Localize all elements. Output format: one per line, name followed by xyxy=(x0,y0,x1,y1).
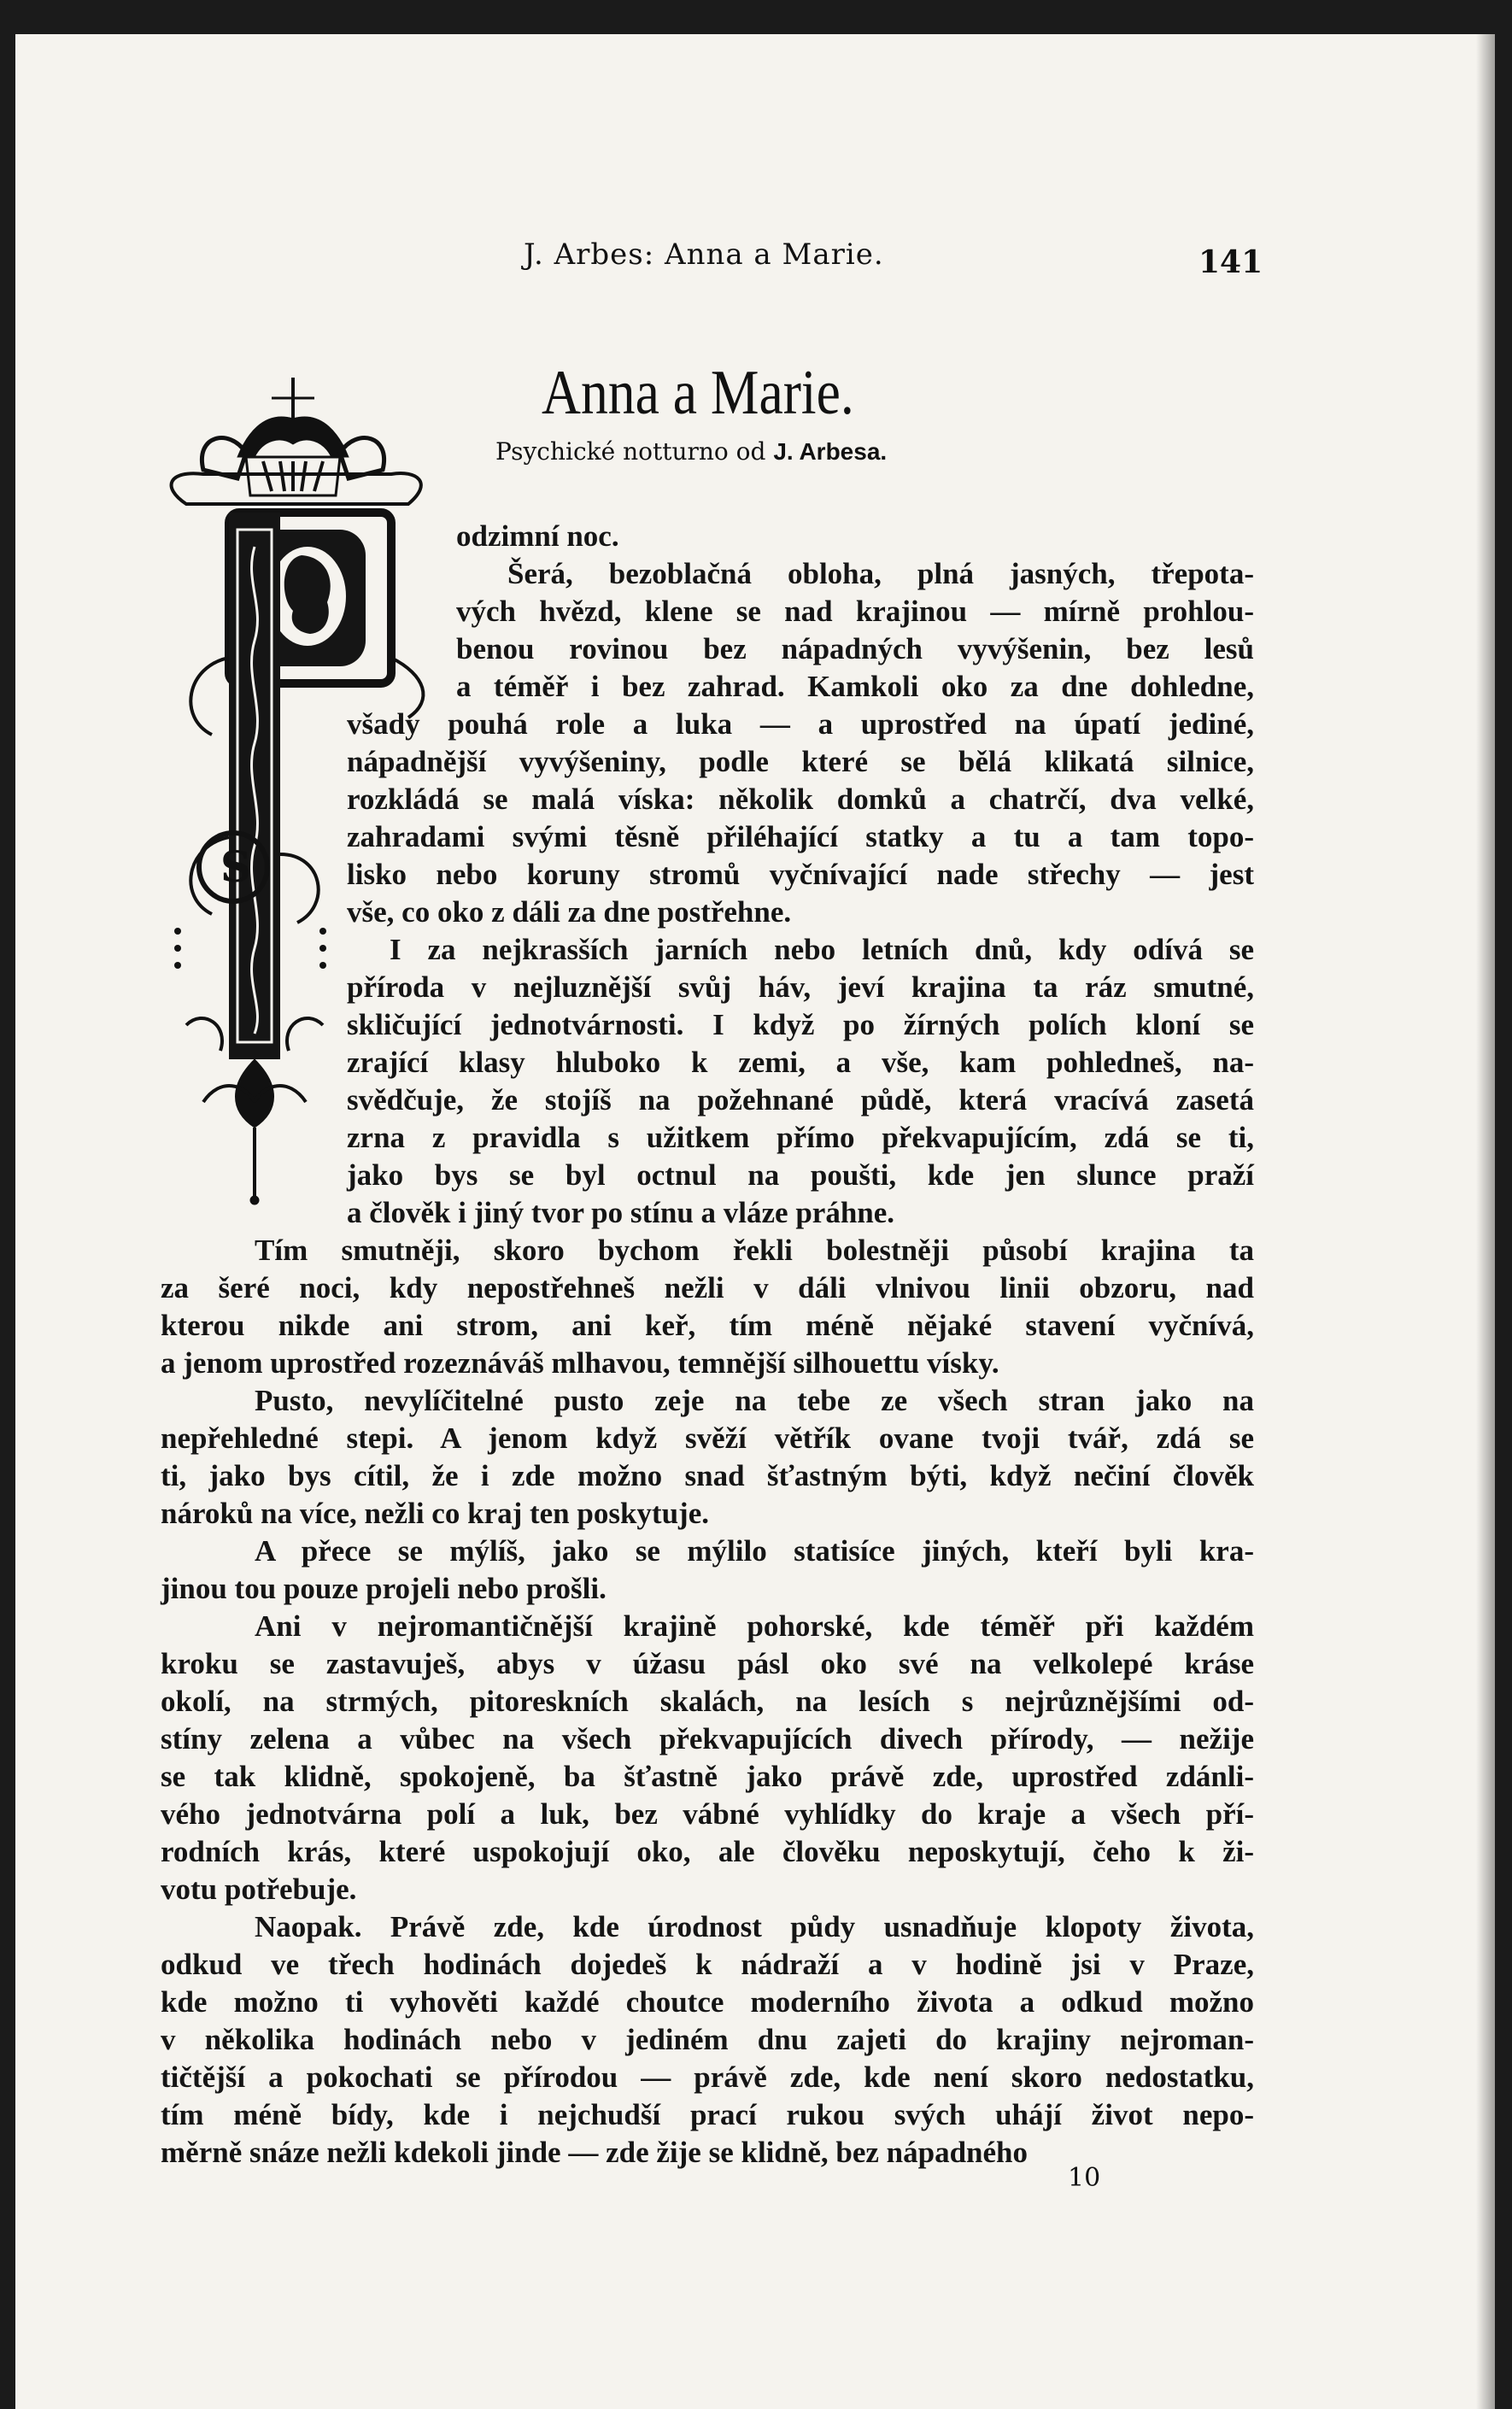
text-line: vého jednotvárna polí a luk, bez vábné vyhlídky do kraje a všech pří- xyxy=(161,1797,1254,1831)
text-line: kroku se zastavuješ, abys v úžasu pásl oko své na velkolepé krásе xyxy=(161,1647,1254,1680)
text-line: okolí, na strmých, pitoreskních skalách, na lesích s nejrůznějšími od- xyxy=(161,1685,1254,1718)
text-line: Pusto, nevylíčitelné pusto zeje na tebe ze všech stran jako na xyxy=(255,1384,1254,1417)
text-line: v několika hodinách nebo v jediném dnu zajeti do krajiny nejroman- xyxy=(161,2023,1254,2056)
text-line: a jenom uprostřed rozeznáváš mlhavou, temnější silhouettu vísky. xyxy=(161,1346,999,1380)
text-line: lisko nebo koruny stromů vyčnívající nade střechy — jest xyxy=(347,858,1254,891)
text-line: za šeré noci, kdy nepostřehneš nežli v dáli vlnivou linii obzoru, nad xyxy=(161,1271,1254,1304)
text-line: a člověk i jiný tvor po stínu a vláze práhne. xyxy=(347,1196,895,1229)
text-line: tím méně bídy, kde i nejchudší prací rukou svých uhájí život nepo- xyxy=(161,2098,1254,2131)
article-subtitle xyxy=(495,437,887,466)
subtitle-author: J. Arbesa. xyxy=(773,438,888,465)
text-line: vých hvězd, klene se nad krajinou — mírně prohlou- xyxy=(456,595,1254,628)
text-line: zrající klasy hluboko k zemi, a vše, kam pohledneš, na- xyxy=(347,1046,1254,1079)
body-text xyxy=(161,518,1254,2172)
text-line: nápadnější vyvýšeniny, podle které se bělá klikatá silnice, xyxy=(347,745,1254,778)
printer-signature: 10 xyxy=(1068,2163,1101,2193)
text-line: kde možno ti vyhověti každé choutce moderního života a odkud možno xyxy=(161,1985,1254,2019)
text-line: měrně snáze nežli kdekoli jinde — zde žije se klidně, bez nápadného xyxy=(161,2136,1028,2169)
text-line: Šerá, bezoblačná obloha, plná jasných, třepota- xyxy=(507,557,1254,590)
text-line: A přece se mýlíš, jako se mýlilo statisíce jiných, kteří byli kra- xyxy=(255,1534,1254,1568)
svg-text:S: S xyxy=(220,841,252,892)
text-line: svědčuje, že stojíš na požehnané půdě, která vracívá zasetá xyxy=(347,1083,1254,1117)
text-line: Tím smutněji, skoro bychom řekli bolestněji působí krajina ta xyxy=(255,1234,1254,1267)
text-line: jako bys se byl octnul na poušti, kde jen slunce praží xyxy=(347,1158,1254,1192)
text-line: I za nejkrasších jarních nebo letních dnů, kdy odívá se xyxy=(390,933,1254,966)
book-page xyxy=(15,34,1495,2409)
text-line: skličující jednotvárnosti. I když po žírných polích kloní se xyxy=(347,1008,1254,1041)
text-line: votu potřebuje. xyxy=(161,1873,357,1906)
text-line: a téměř i bez zahrad. Kamkoli oko za dne dohledne, xyxy=(456,670,1254,703)
text-line: Naopak. Právě zde, kde úrodnost půdy usnadňuje klopoty života, xyxy=(255,1910,1254,1943)
text-line: všady pouhá role a luka — a uprostřed na úpatí jediné, xyxy=(347,707,1254,741)
text-line: nároků na více, nežli co kraj ten poskytuje. xyxy=(161,1497,709,1530)
text-line: jinou tou pouze projeli nebo prošli. xyxy=(161,1572,607,1605)
text-line: kterou nikde ani strom, ani keř, tím méně nějaké stavení vyčnívá, xyxy=(161,1309,1254,1342)
text-line: odzimní noc. xyxy=(456,519,619,553)
text-line: ti, jako bys cítil, že i zde možno snad šťastným býti, když nečiní člověk xyxy=(161,1459,1254,1492)
text-line: rozkládá se malá víska: několik domků a chatrčí, dva velké, xyxy=(347,782,1254,816)
text-line: tičtější a pokochati se přírodou — právě zde, kde není skoro nedostatku, xyxy=(161,2060,1254,2094)
text-line: zrna z pravidla s užitkem přímo překvapujícím, zdá se ti, xyxy=(347,1121,1254,1154)
text-line: rodních krás, které uspokojují oko, ale člověku neposkytují, čeho k ži- xyxy=(161,1835,1254,1868)
text-line: benou rovinou bez nápadných vyvýšenin, bez lesů xyxy=(456,632,1254,665)
text-line: příroda v nejluznější svůj háv, jeví krajina ta ráz smutné, xyxy=(347,970,1254,1004)
text-line: nepřehledné stepi. A jenom když svěží větřík ovane tvoji tvář, zdá se xyxy=(161,1421,1254,1455)
article-title: Anna a Marie. xyxy=(542,358,854,428)
subtitle-prefix: Psychické notturno od xyxy=(495,437,774,466)
running-head: J. Arbes: Anna a Marie. xyxy=(524,237,884,272)
page-number: 141 xyxy=(1198,244,1263,280)
text-line: stíny zelena a vůbec na všech překvapujících divech přírody, — nežije xyxy=(161,1722,1254,1755)
text-line: se tak klidně, spokojeně, ba šťastně jako právě zde, uprostřed zdánli- xyxy=(161,1760,1254,1793)
text-line: zahradami svými těsně přiléhající statky a tu a tam topo- xyxy=(347,820,1254,853)
text-line: Ani v nejromantičnější krajině pohorské, kde téměř při každém xyxy=(255,1609,1254,1643)
text-line: odkud ve třech hodinách dojedeš k nádraží a v hodině jsi v Praze, xyxy=(161,1948,1254,1981)
text-line: vše, co oko z dáli za dne postřehne. xyxy=(347,895,792,929)
